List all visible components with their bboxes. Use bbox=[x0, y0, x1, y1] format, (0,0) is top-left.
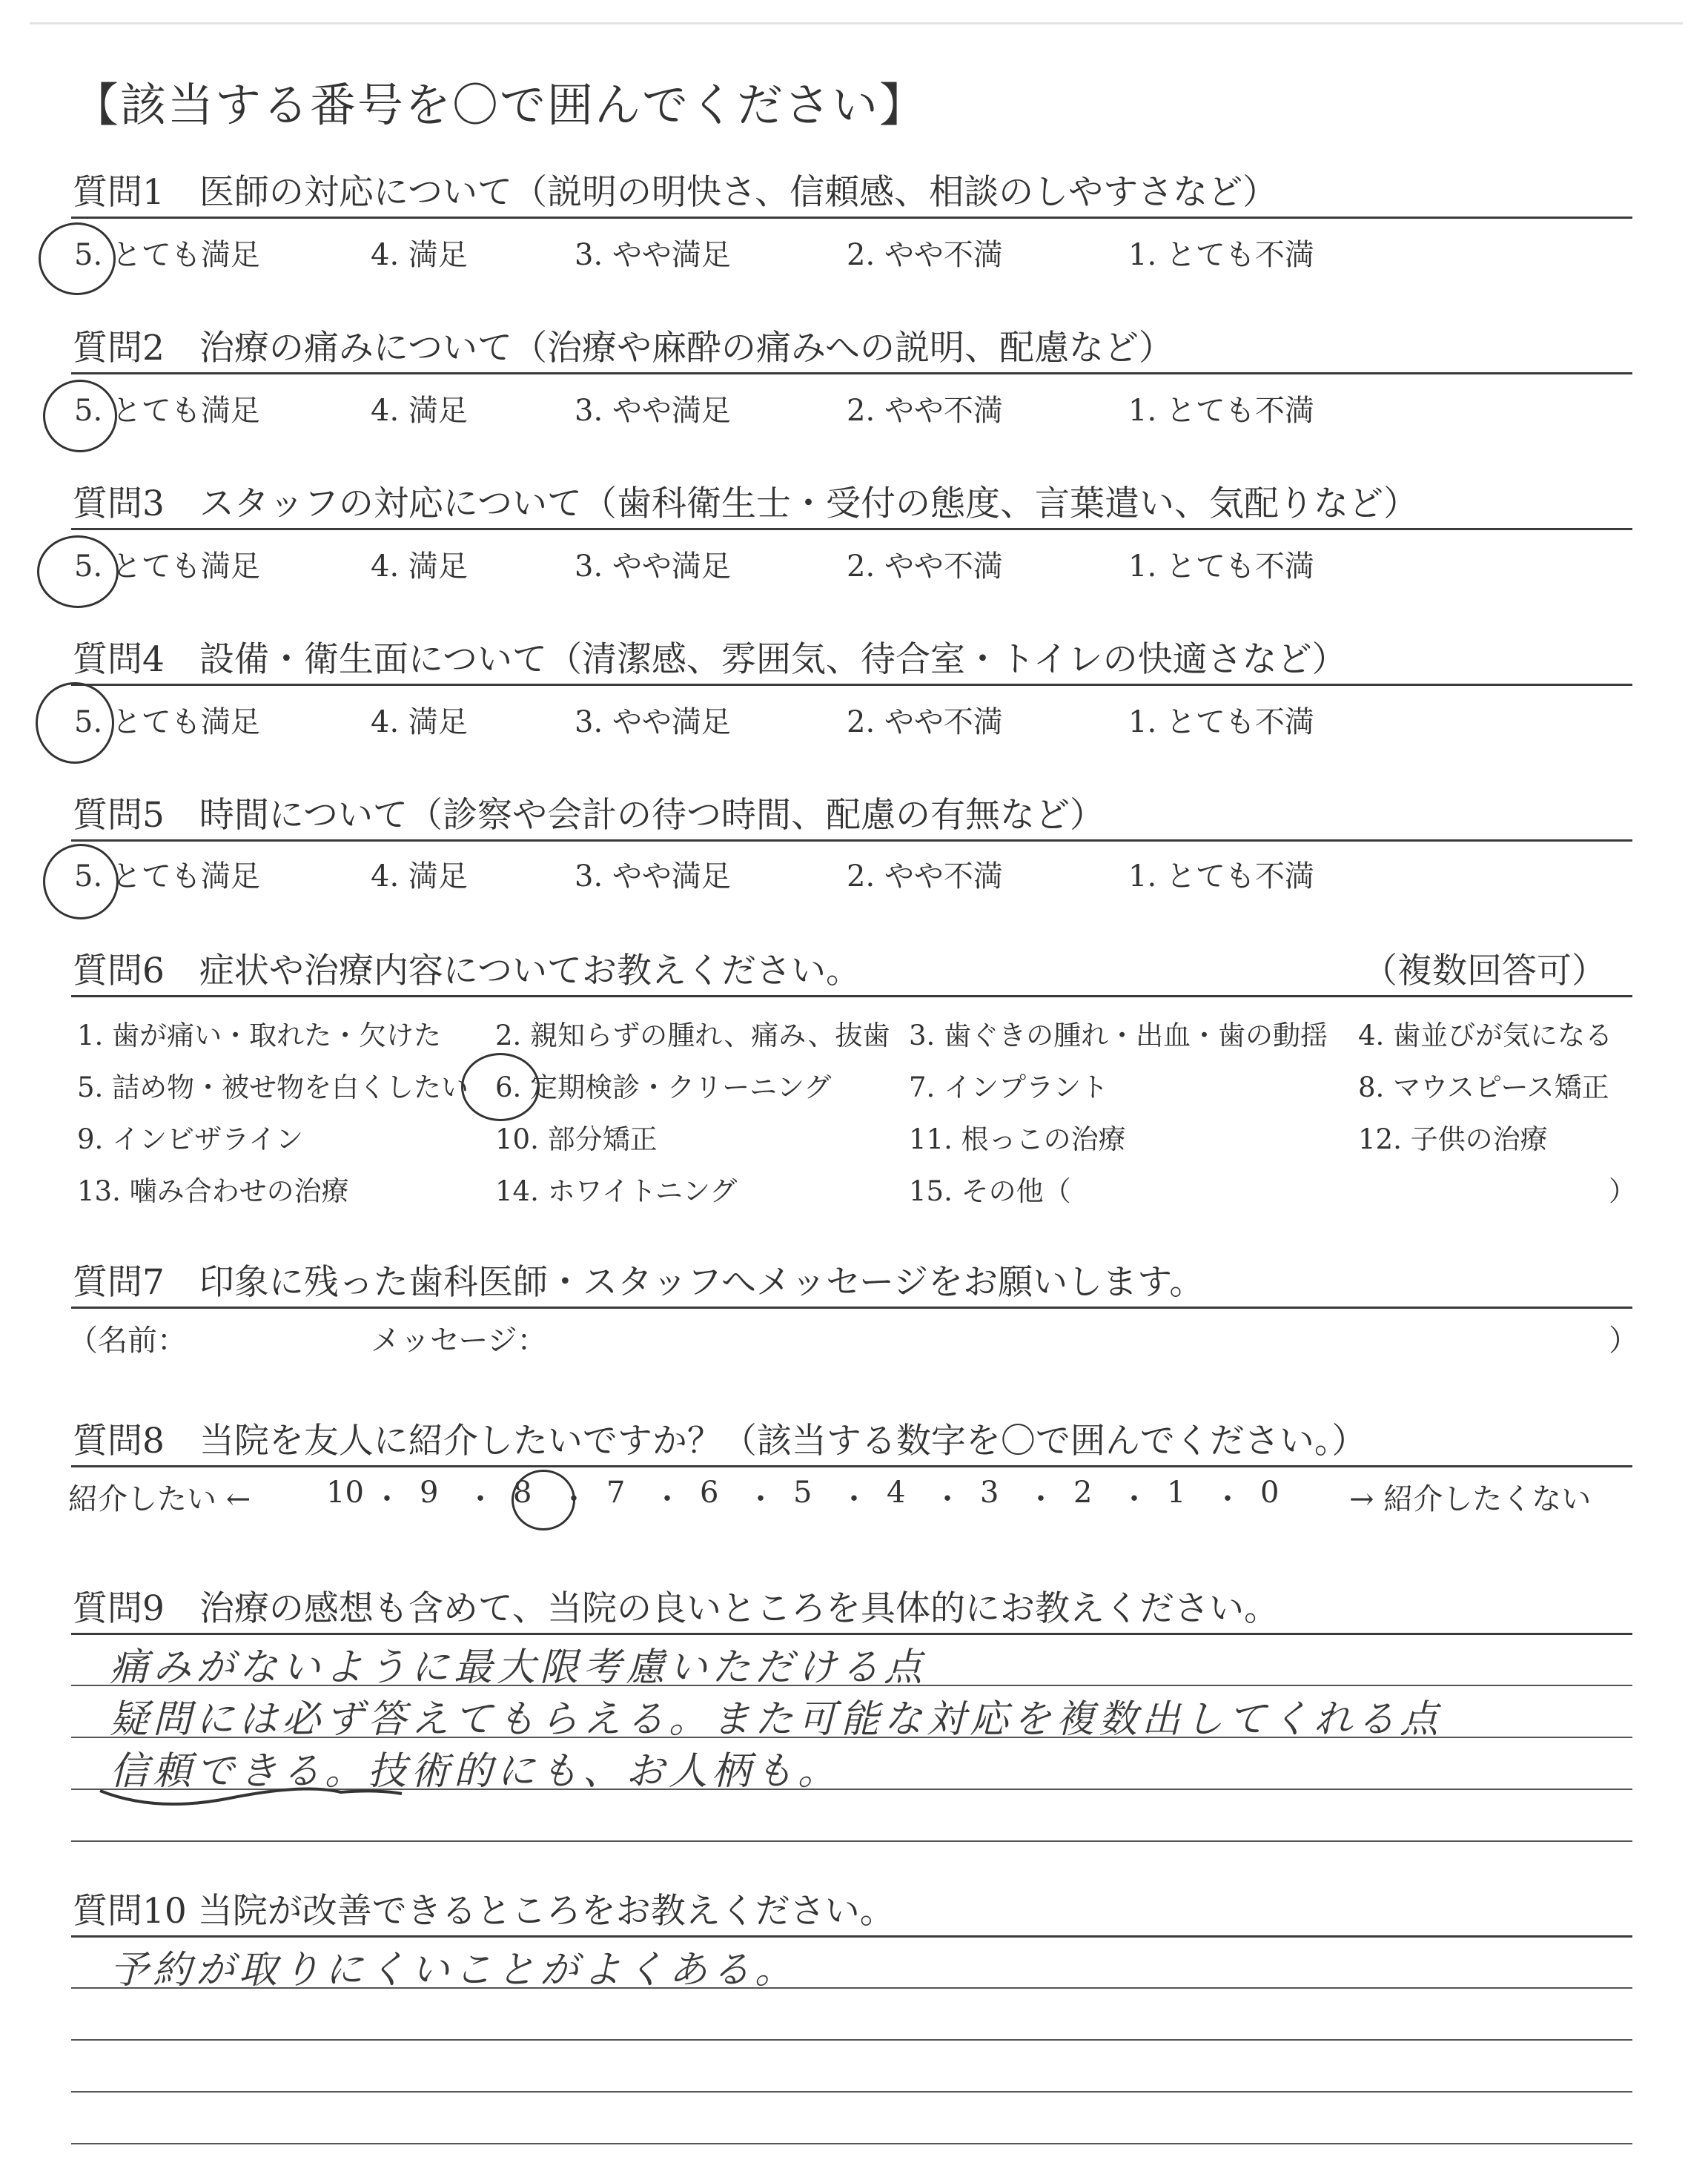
q8-scale-dot: ・ bbox=[466, 1482, 495, 1516]
q4-option-3[interactable]: 3. やや満足 bbox=[575, 705, 731, 739]
q8-scale-dot: ・ bbox=[652, 1482, 682, 1516]
q6-option-9[interactable]: 9. インビザライン bbox=[77, 1123, 303, 1155]
q2-answer-circle bbox=[43, 380, 117, 452]
q4-answer-circle bbox=[36, 682, 114, 764]
q5-option-5[interactable]: 5. とても満足 bbox=[74, 859, 260, 894]
q1-option-4[interactable]: 4. 満足 bbox=[371, 238, 468, 272]
q6-option-7[interactable]: 7. インプラント bbox=[909, 1071, 1109, 1103]
q8-answer-circle bbox=[512, 1470, 575, 1530]
q3-answer-circle bbox=[37, 535, 119, 608]
q1-option-2[interactable]: 2. やや不満 bbox=[847, 238, 1003, 272]
q8-scale-dot: ・ bbox=[933, 1482, 962, 1516]
q8-scale-value-7[interactable]: 7 bbox=[606, 1476, 626, 1510]
q9-handwritten-line-1: 痛みがないように最大限考慮いただける点 bbox=[110, 1645, 927, 1690]
question-7-title: 質問7 印象に残った歯科医師・スタッフへメッセージをお願いします。 bbox=[73, 1262, 1205, 1303]
q8-scale-value-5[interactable]: 5 bbox=[793, 1476, 812, 1510]
question-4-title: 質問4 設備・衛生面について（清潔感、雰囲気、待合室・トイレの快適さなど） bbox=[73, 639, 1347, 680]
q9-answer-line-4 bbox=[71, 1840, 1632, 1842]
q4-option-1[interactable]: 1. とても不満 bbox=[1128, 705, 1314, 739]
q5-option-2[interactable]: 2. やや不満 bbox=[847, 859, 1003, 894]
q3-option-5[interactable]: 5. とても満足 bbox=[74, 549, 260, 584]
q6-option-2[interactable]: 2. 親知らずの腫れ、痛み、抜歯 bbox=[495, 1020, 890, 1051]
q5-answer-circle bbox=[43, 844, 119, 919]
q6-option-8[interactable]: 8. マウスピース矯正 bbox=[1358, 1071, 1609, 1103]
q4-option-4[interactable]: 4. 満足 bbox=[371, 705, 468, 739]
q3-option-2[interactable]: 2. やや不満 bbox=[847, 549, 1003, 584]
q6-option-6[interactable]: 6. 定期検診・クリーニング bbox=[495, 1071, 832, 1103]
q1-option-1[interactable]: 1. とても不満 bbox=[1128, 238, 1314, 272]
q5-option-3[interactable]: 3. やや満足 bbox=[575, 859, 731, 894]
q8-left-label: 紹介したい ← bbox=[68, 1482, 251, 1516]
q8-scale-value-10[interactable]: 10 bbox=[326, 1476, 364, 1510]
q8-scale-value-4[interactable]: 4 bbox=[887, 1476, 906, 1510]
q6-option-4[interactable]: 4. 歯並びが気になる bbox=[1358, 1020, 1613, 1051]
question-6-title: 質問6 症状や治療内容についてお教えください。 bbox=[73, 951, 861, 991]
instruction-header: 【該当する番号を〇で囲んでください】 bbox=[73, 78, 927, 132]
q1-option-3[interactable]: 3. やや満足 bbox=[575, 238, 731, 272]
q7-name-label: （名前： bbox=[68, 1324, 187, 1358]
question-7-rule bbox=[71, 1307, 1632, 1309]
question-6-note: （複数回答可） bbox=[1363, 951, 1606, 991]
q7-message-label: メッセージ： bbox=[371, 1324, 547, 1358]
question-6-rule bbox=[71, 995, 1632, 997]
q6-option-15[interactable]: 15. その他（ bbox=[909, 1175, 1071, 1207]
q3-option-3[interactable]: 3. やや満足 bbox=[575, 549, 731, 584]
q6-option-10[interactable]: 10. 部分矯正 bbox=[495, 1123, 658, 1155]
question-9-title: 質問9 治療の感想も含めて、当院の良いところを具体的にお教えください。 bbox=[73, 1588, 1279, 1629]
q2-option-2[interactable]: 2. やや不満 bbox=[847, 394, 1003, 428]
q6-option-14[interactable]: 14. ホワイトニング bbox=[495, 1175, 738, 1207]
question-8-rule bbox=[71, 1465, 1632, 1467]
q10-answer-line-3 bbox=[71, 2091, 1632, 2093]
scan-top-edge bbox=[30, 22, 1683, 24]
q6-other-close-paren: ） bbox=[1609, 1175, 1636, 1207]
q8-scale-value-2[interactable]: 2 bbox=[1073, 1476, 1093, 1510]
q10-handwritten-line-1: 予約が取りにくいことがよくある。 bbox=[110, 1948, 798, 1992]
q1-option-5[interactable]: 5. とても満足 bbox=[74, 238, 260, 272]
question-3-rule bbox=[71, 528, 1632, 530]
q5-option-4[interactable]: 4. 満足 bbox=[371, 859, 468, 894]
q2-option-1[interactable]: 1. とても不満 bbox=[1128, 394, 1314, 428]
q5-option-1[interactable]: 1. とても不満 bbox=[1128, 859, 1314, 894]
question-10-rule bbox=[71, 1935, 1632, 1938]
q4-option-5[interactable]: 5. とても満足 bbox=[74, 705, 260, 739]
q1-answer-circle bbox=[39, 222, 116, 295]
q8-scale-value-9[interactable]: 9 bbox=[420, 1476, 439, 1510]
q8-scale-dot: ・ bbox=[839, 1482, 869, 1516]
question-1-title: 質問1 医師の対応について（説明の明快さ、信頼感、相談のしやすさなど） bbox=[73, 172, 1278, 213]
question-3-title: 質問3 スタッフの対応について（歯科衛生士・受付の態度、言葉遣い、気配りなど） bbox=[73, 483, 1418, 524]
q8-scale-value-0[interactable]: 0 bbox=[1260, 1476, 1280, 1510]
question-8-title: 質問8 当院を友人に紹介したいですか？（該当する数字を〇で囲んでください。） bbox=[73, 1421, 1367, 1462]
q3-option-1[interactable]: 1. とても不満 bbox=[1128, 549, 1314, 584]
q2-option-3[interactable]: 3. やや満足 bbox=[575, 394, 731, 428]
q3-option-4[interactable]: 4. 満足 bbox=[371, 549, 468, 584]
q7-close-paren: ） bbox=[1609, 1324, 1638, 1358]
q8-scale-value-3[interactable]: 3 bbox=[980, 1476, 999, 1510]
question-5-rule bbox=[71, 839, 1632, 842]
question-4-rule bbox=[71, 684, 1632, 686]
q8-scale-dot: ・ bbox=[1213, 1482, 1242, 1516]
q6-option-1[interactable]: 1. 歯が痛い・取れた・欠けた bbox=[77, 1020, 442, 1051]
q6-option-11[interactable]: 11. 根っこの治療 bbox=[909, 1123, 1126, 1155]
q2-option-5[interactable]: 5. とても満足 bbox=[74, 394, 260, 428]
q9-handwritten-line-2: 疑問には必ず答えてもらえる。また可能な対応を複数出してくれる点 bbox=[110, 1697, 1443, 1742]
question-9-rule bbox=[71, 1633, 1632, 1635]
q2-option-4[interactable]: 4. 満足 bbox=[371, 394, 468, 428]
q10-answer-line-2 bbox=[71, 2039, 1632, 2041]
q4-option-2[interactable]: 2. やや不満 bbox=[847, 705, 1003, 739]
q8-scale-dot: ・ bbox=[746, 1482, 775, 1516]
q8-scale-value-1[interactable]: 1 bbox=[1167, 1476, 1186, 1510]
question-2-rule bbox=[71, 372, 1632, 374]
q8-scale-dot: ・ bbox=[559, 1482, 589, 1516]
q8-scale-dot: ・ bbox=[372, 1482, 402, 1516]
question-1-rule bbox=[71, 217, 1632, 219]
q8-right-label: → 紹介したくない bbox=[1349, 1482, 1592, 1516]
q6-option-12[interactable]: 12. 子供の治療 bbox=[1358, 1123, 1548, 1155]
q6-option-5[interactable]: 5. 詰め物・被せ物を白くしたい bbox=[77, 1071, 469, 1103]
q9-underline-scribble bbox=[96, 1776, 408, 1813]
question-2-title: 質問2 治療の痛みについて（治療や麻酔の痛みへの説明、配慮など） bbox=[73, 328, 1174, 369]
q8-scale-value-8[interactable]: 8 bbox=[513, 1476, 532, 1510]
q6-answer-circle bbox=[461, 1053, 540, 1121]
question-5-title: 質問5 時間について（診察や会計の待つ時間、配慮の有無など） bbox=[73, 795, 1105, 836]
q10-answer-line-4 bbox=[71, 2143, 1632, 2144]
q6-option-13[interactable]: 13. 噛み合わせの治療 bbox=[77, 1175, 349, 1207]
q8-scale-value-6[interactable]: 6 bbox=[700, 1476, 719, 1510]
q8-scale-dot: ・ bbox=[1026, 1482, 1056, 1516]
question-10-title: 質問10 当院が改善できるところをお教えください。 bbox=[73, 1891, 895, 1932]
q6-option-3[interactable]: 3. 歯ぐきの腫れ・出血・歯の動揺 bbox=[909, 1020, 1328, 1051]
q9-handwritten-line-3: 信頼できる。技術的にも、お人柄も。 bbox=[110, 1749, 841, 1794]
q8-scale-dot: ・ bbox=[1119, 1482, 1149, 1516]
